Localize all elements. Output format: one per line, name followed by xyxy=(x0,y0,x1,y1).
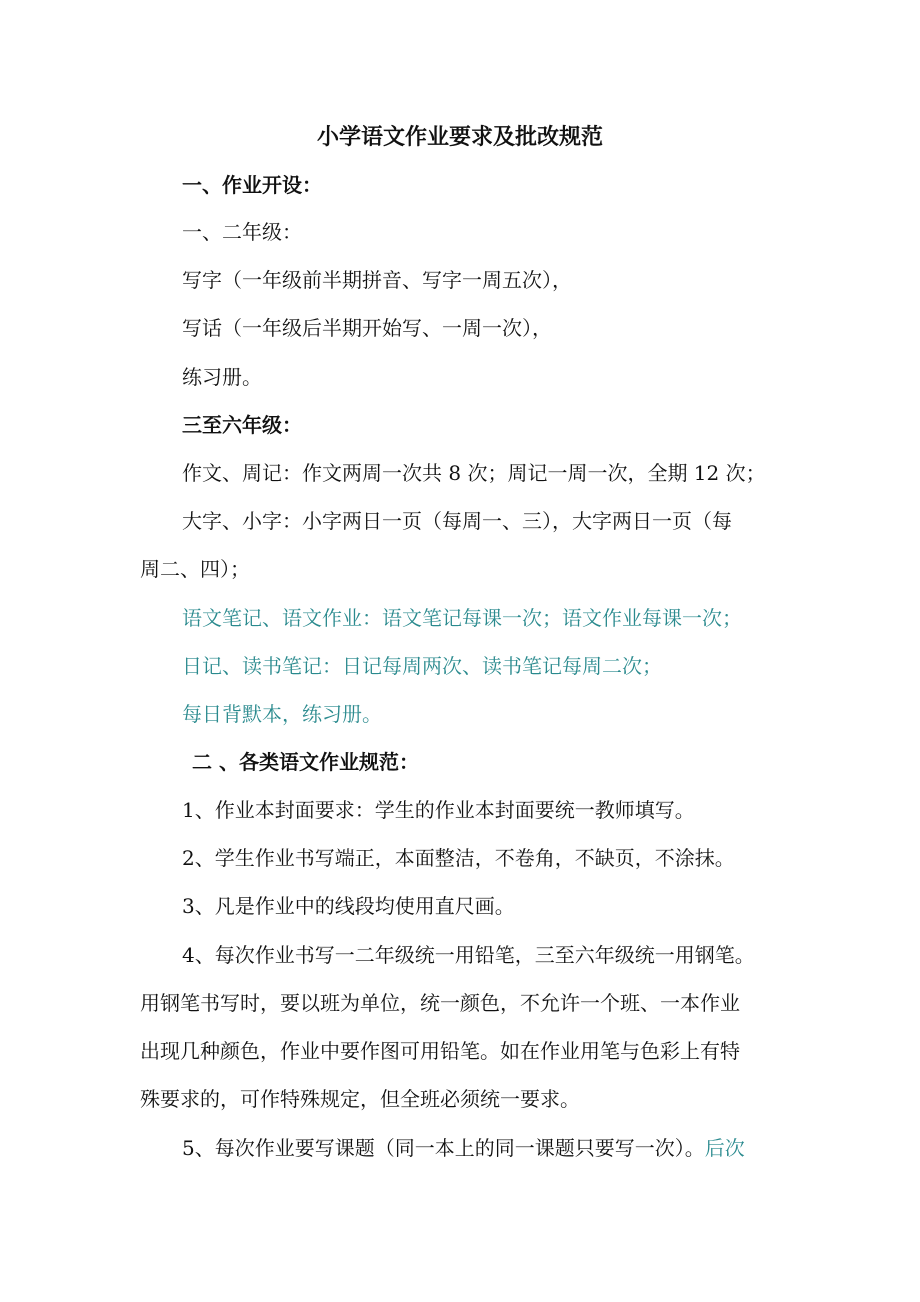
grades12-heading: 一、二年级： xyxy=(182,220,302,244)
section1-heading: 一、作业开设： xyxy=(182,173,322,197)
grades36-notes: 语文笔记、语文作业：语文笔记每课一次；语文作业每课一次； xyxy=(182,606,742,630)
grades36-essay: 作文、周记：作文两周一次共 8 次；周记一周一次，全期 12 次； xyxy=(182,461,766,485)
rule-3: 3、凡是作业中的线段均使用直尺画。 xyxy=(182,894,515,918)
grades36-calligraphy-line2: 周二、四）； xyxy=(140,557,250,581)
rule-5-tail: 后次 xyxy=(704,1136,745,1160)
rule-1: 1、作业本封面要求：学生的作业本封面要统一教师填写。 xyxy=(182,798,695,822)
grades36-recite: 每日背默本，练习册。 xyxy=(182,702,382,726)
document-title: 小学语文作业要求及批改规范 xyxy=(316,124,603,150)
rule-4-line2: 用钢笔书写时，要以班为单位，统一颜色，不允许一个班、一本作业 xyxy=(140,991,740,1015)
rule-5-line1 xyxy=(182,1133,745,1163)
rule-4-line3: 出现几种颜色，作业中要作图可用铅笔。如在作业用笔与色彩上有特 xyxy=(140,1039,740,1063)
grades12-item-workbook: 练习册。 xyxy=(182,365,262,389)
grades12-item-writing: 写字（一年级前半期拼音、写字一周五次）， xyxy=(182,268,572,292)
rule-5-main: 5、每次作业要写课题（同一本上的同一课题只要写一次）。 xyxy=(182,1136,705,1160)
grades36-diary: 日记、读书笔记：日记每周两次、读书笔记每周二次； xyxy=(182,654,662,678)
rule-4-line4: 殊要求的，可作特殊规定，但全班必须统一要求。 xyxy=(140,1087,580,1111)
grades12-item-composition: 写话（一年级后半期开始写、一周一次）， xyxy=(182,316,552,340)
grades36-heading: 三至六年级： xyxy=(182,413,302,437)
rule-2: 2、学生作业书写端正，本面整洁，不卷角，不缺页，不涂抹。 xyxy=(182,846,735,870)
rule-4-line1: 4、每次作业书写一二年级统一用铅笔，三至六年级统一用钢笔。 xyxy=(182,943,755,967)
grades36-calligraphy-line1: 大字、小字：小字两日一页（每周一、三），大字两日一页（每 xyxy=(182,509,732,533)
section2-heading: 二 、各类语文作业规范： xyxy=(192,750,419,774)
